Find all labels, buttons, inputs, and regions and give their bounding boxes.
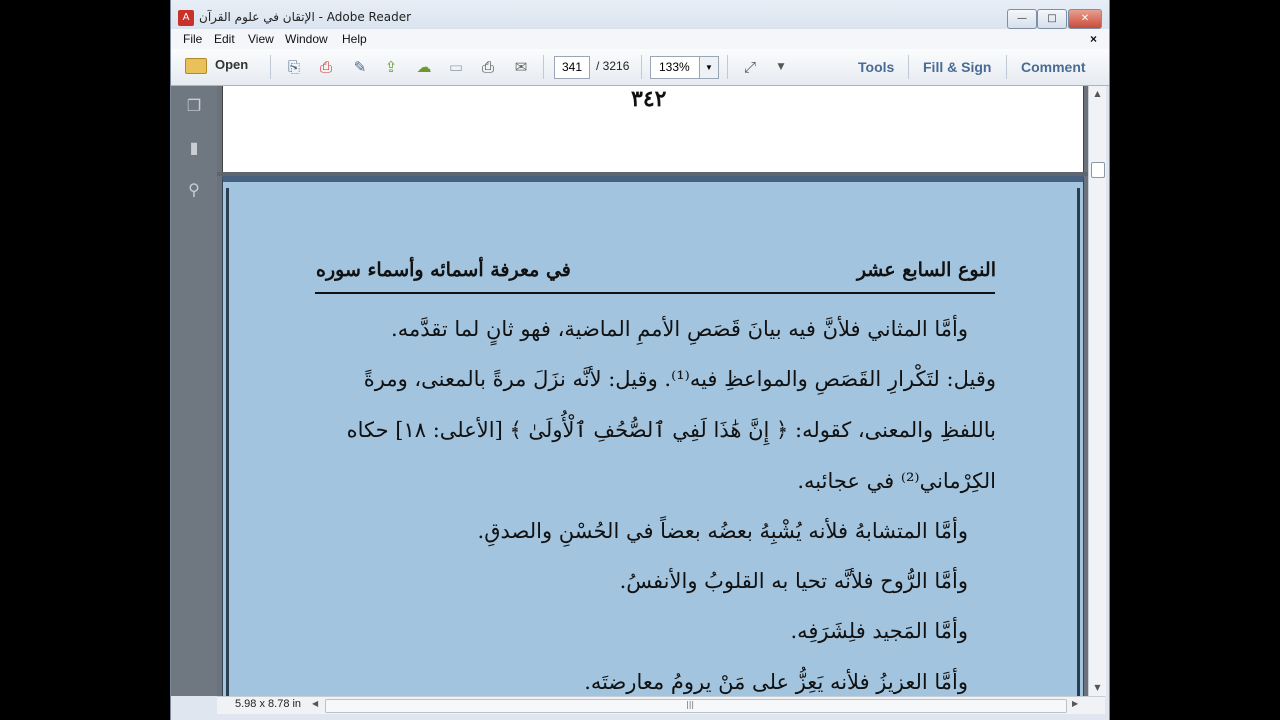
page-total-label: / 3216 [596, 59, 630, 73]
menu-view[interactable]: View [248, 32, 274, 46]
text-line: وأمَّا العزيزُ فلأنه يَعِزُّ على مَنْ يرومُ معارضتَه. [584, 670, 968, 694]
save-icon[interactable]: ▭ [448, 58, 464, 76]
adobe-reader-app-icon: A [178, 10, 194, 26]
menu-window[interactable]: Window [285, 32, 328, 46]
text-line: الكِرْماني⁽²⁾ في عجائبه. [797, 469, 996, 493]
text-line: باللفظِ والمعنى، كقوله: ﴿ إِنَّ هَٰذَا لَفِي ٱلصُّحُفِ ٱلْأُولَىٰ ﴾ [الأعلى: ١٨] حكاه [346, 418, 996, 442]
toolbar-separator [1006, 55, 1007, 79]
vertical-scrollbar[interactable] [1088, 86, 1106, 696]
scroll-up-arrow-icon[interactable]: ▲ [1094, 89, 1101, 98]
chapter-heading: النوع السابع عشر [856, 259, 996, 281]
toolbar-more-icon[interactable]: ▼ [777, 62, 785, 72]
close-window-button[interactable]: ✕ [1068, 9, 1102, 29]
maximize-button[interactable]: □ [1037, 9, 1067, 29]
scroll-down-arrow-icon[interactable]: ▼ [1094, 683, 1101, 692]
page-thumbnails-icon[interactable]: ❐ [186, 96, 202, 115]
close-document-icon[interactable]: × [1089, 32, 1097, 46]
fill-sign-pane-button[interactable]: Fill & Sign [923, 59, 992, 75]
status-bar [217, 696, 1105, 714]
toolbar-separator [543, 55, 544, 79]
page-number-text: ٣٤٢ [631, 86, 667, 112]
text-line: وقيل: لتَكْرارِ القَصَصِ والمواعظِ فيه⁽¹⁾. وقيل: لأنَّه نزَلَ مرةً بالمعنى، ومرةً [363, 367, 996, 391]
upload-cloud-icon[interactable]: ☁ [416, 58, 432, 76]
text-line: وأمَّا المثاني فلأنَّ فيه بيانَ قَصَصِ الأممِ الماضية، فهو ثانٍ لما تقدَّمه. [391, 317, 968, 341]
page-number-input[interactable]: 341 [554, 56, 590, 79]
zoom-select[interactable] [650, 56, 719, 79]
create-pdf-icon[interactable]: ⎘ [287, 58, 300, 76]
toolbar-separator [908, 55, 909, 79]
navigation-pane [171, 86, 217, 696]
zoom-value: 133% [659, 60, 690, 74]
chevron-down-icon[interactable]: ▼ [699, 57, 718, 78]
scrollbar-thumb[interactable] [1091, 162, 1105, 178]
share-files-icon[interactable]: ⇪ [384, 58, 398, 76]
folder-icon [185, 58, 207, 74]
chapter-subheading: في معرفة أسمائه وأسماء سوره [316, 259, 571, 281]
open-label: Open [215, 57, 249, 72]
menu-edit[interactable]: Edit [214, 32, 235, 46]
scroll-left-arrow-icon[interactable]: ◀ [312, 699, 319, 708]
print-icon[interactable]: ⎙ [481, 58, 494, 76]
pdf-page-current [222, 176, 1084, 696]
scrollbar-grip-icon[interactable]: ||| [686, 700, 695, 709]
attachments-icon[interactable]: ⚲ [188, 180, 200, 199]
text-line: وأمَّا المَجيد فلِشَرَفِه. [790, 619, 968, 643]
toolbar-separator [641, 55, 642, 79]
export-pdf-icon[interactable]: ⎙ [319, 58, 332, 76]
menu-help[interactable]: Help [342, 32, 367, 46]
toolbar [171, 49, 1109, 86]
menu-bar [171, 29, 1109, 49]
adobe-reader-window [170, 0, 1110, 720]
horizontal-scrollbar[interactable] [325, 699, 1067, 713]
text-line: وأمَّا الرُّوح فلأنَّه تحيا به القلوبُ والأنفسُ. [619, 569, 968, 593]
minimize-button[interactable]: — [1007, 9, 1037, 29]
header-rule [315, 292, 995, 294]
window-title: الإتقان في علوم القرآن - Adobe Reader [199, 10, 412, 24]
document-view[interactable] [217, 86, 1088, 696]
menu-file[interactable]: File [183, 32, 203, 46]
fit-page-icon[interactable]: ⤢ [743, 58, 756, 76]
pdf-page-previous [222, 86, 1084, 172]
text-line: وأمَّا المتشابهُ فلأنه يُشْبِهُ بعضُه بعضاً في الحُسْنِ والصدقِ. [477, 519, 968, 543]
toolbar-separator [727, 55, 728, 79]
comment-pane-button[interactable]: Comment [1021, 59, 1086, 75]
toolbar-separator [270, 55, 271, 79]
edit-pdf-icon[interactable]: ✎ [353, 58, 367, 76]
email-icon[interactable]: ✉ [514, 58, 528, 76]
tools-pane-button[interactable]: Tools [858, 59, 895, 75]
bookmarks-icon[interactable]: ▮ [189, 138, 199, 157]
page-size-label: 5.98 x 8.78 in [235, 698, 302, 710]
scroll-right-arrow-icon[interactable]: ▶ [1072, 699, 1079, 708]
open-button[interactable] [185, 57, 248, 77]
